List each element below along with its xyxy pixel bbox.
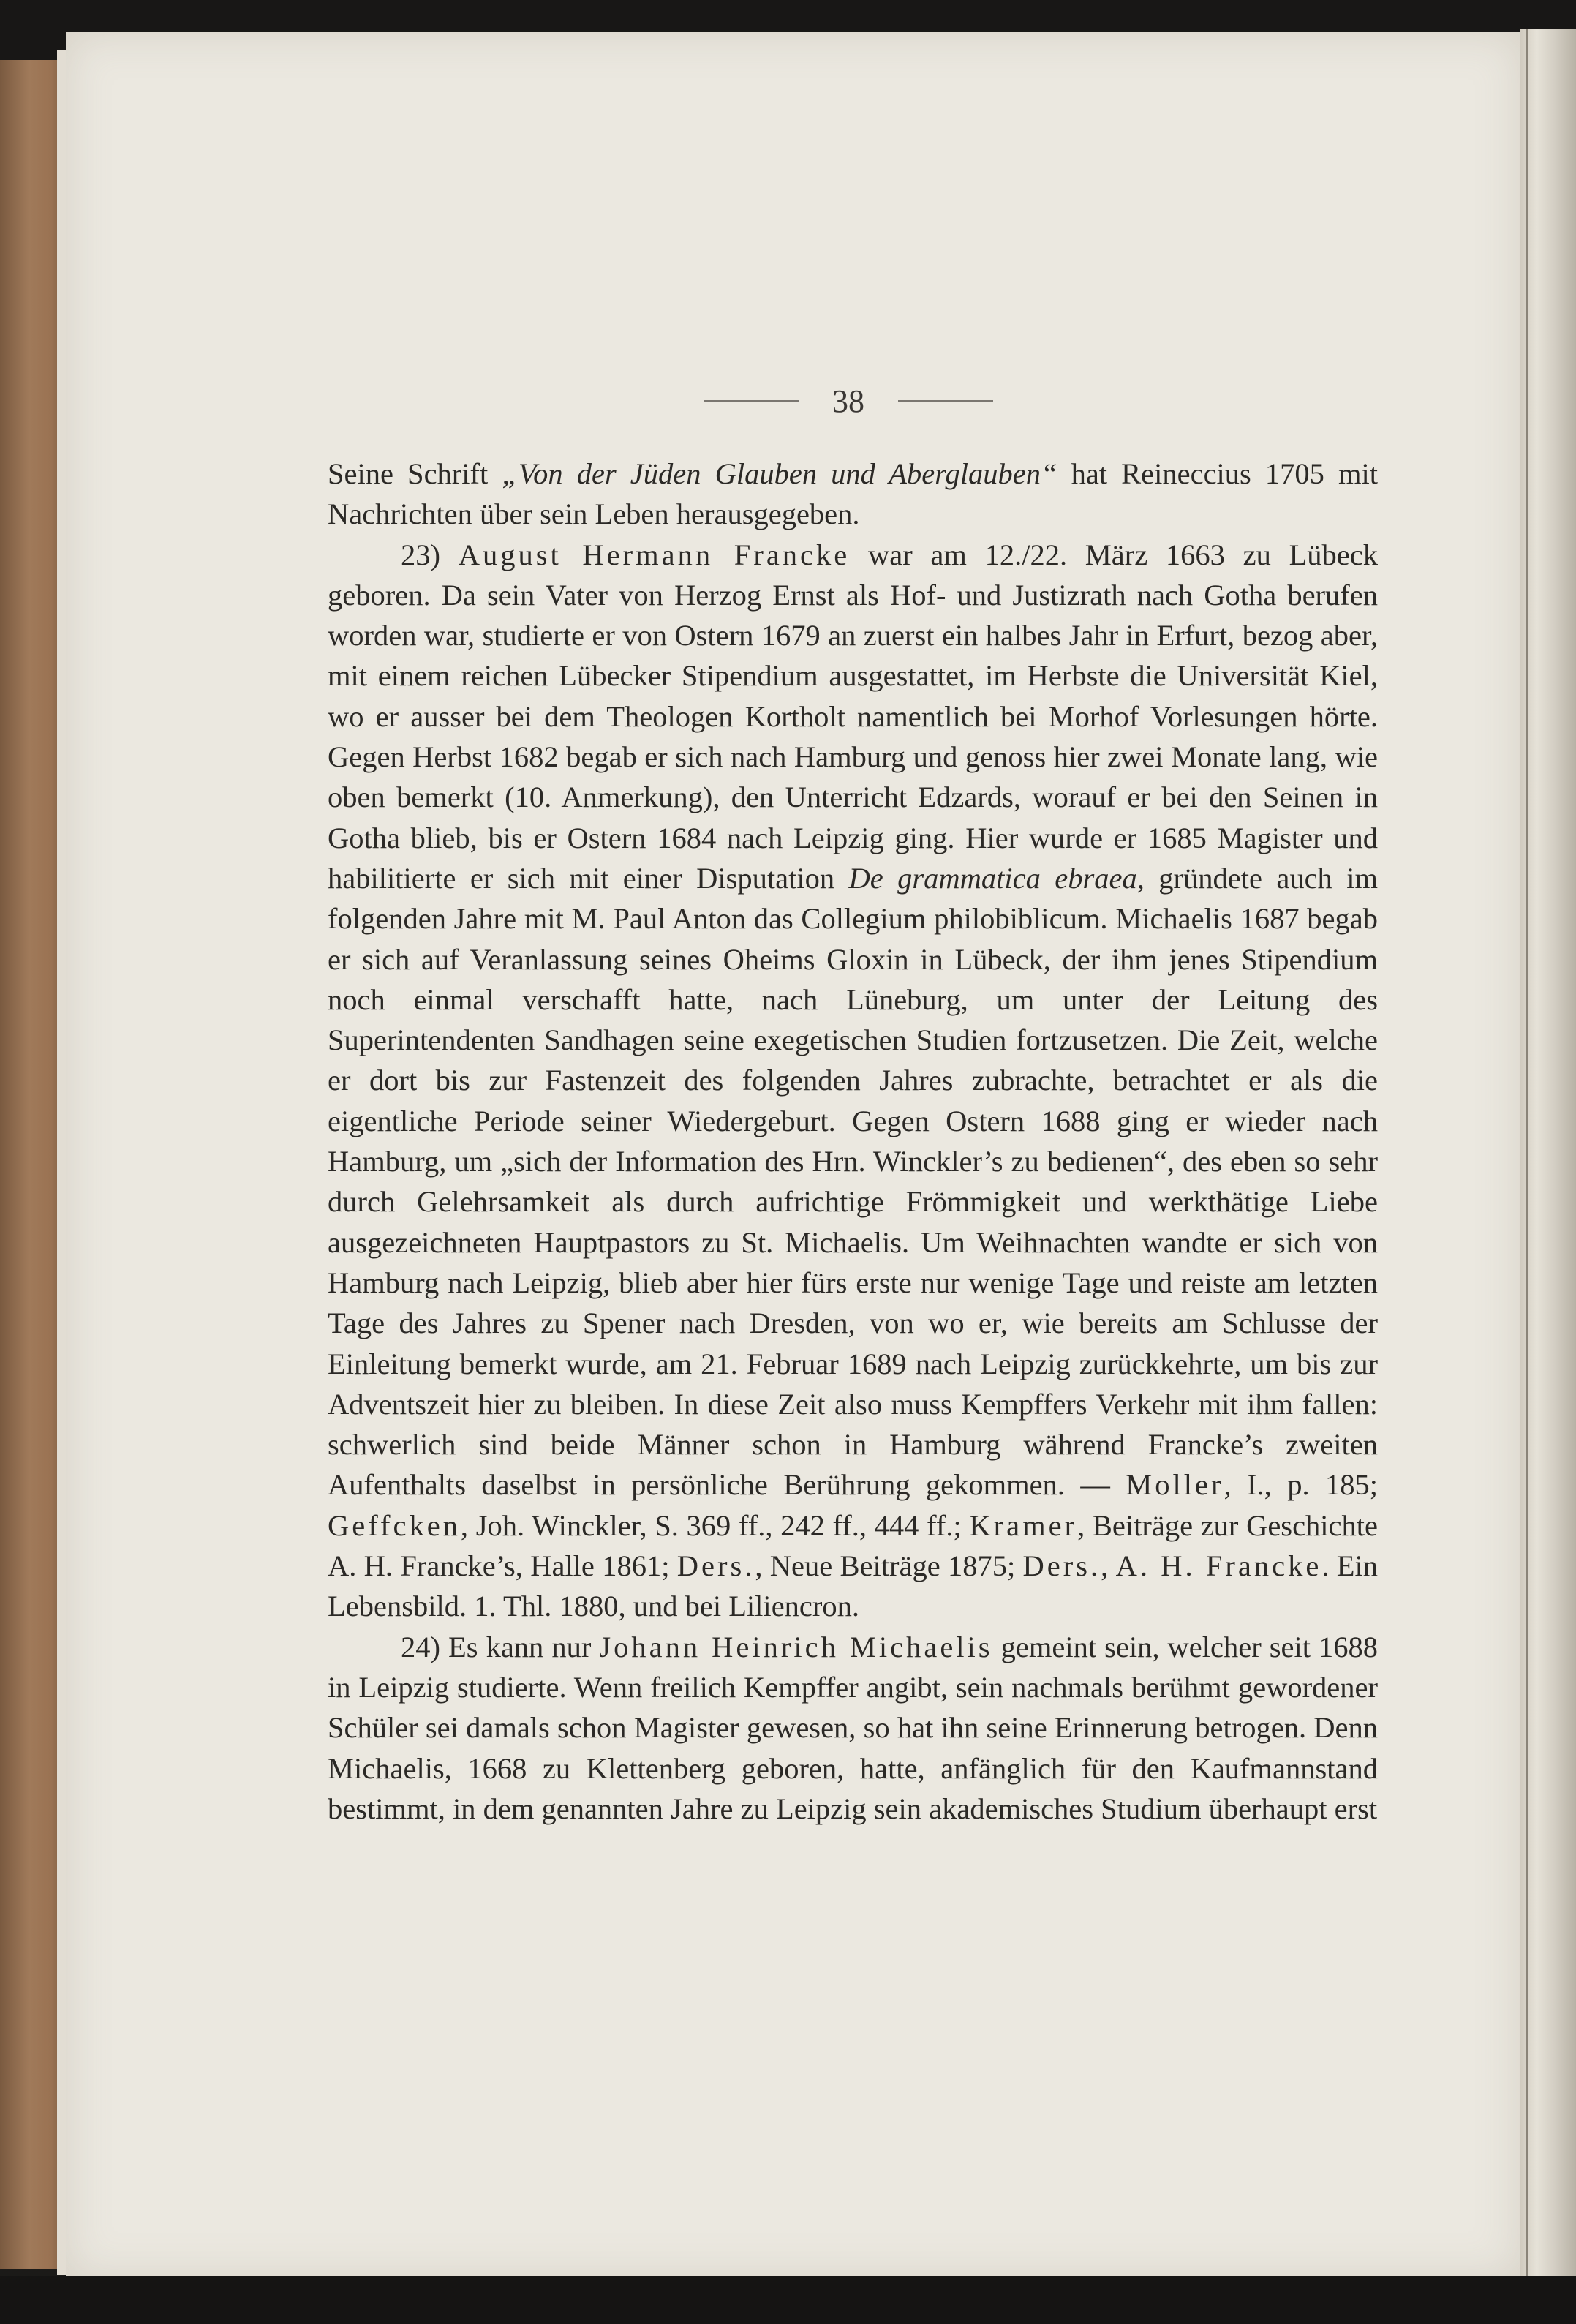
text-run: war am 12./22. März 1663 zu Lübeck geboren. Da sein Vater von Herzog Ernst als Hof- und Justizrath nach Gotha berufen worden war, studierte er von Ostern 1679 an zuerst ein halbes Jahr in Erfurt, bezog aber, mit einem reichen Lübecker Stipendium ausgestattet, im Herbste die Universität Kiel, wo er ausser bei dem Theologen Kortholt namentlich bei Morhof Vorlesungen hörte. Gegen Herbst 1682 begab er sich nach Hamburg und genoss hier zwei Monate lang, wie oben bemerkt (10. Anmerkung), den Unterricht Edzards, worauf er bei den Seinen in Gotha blieb, bis er Ostern 1684 nach Leipzig ging. Hier wurde er 1685 Magister und habilitierte er sich mit einer Disputation	[328, 538, 1379, 895]
cover-mark	[4, 279, 34, 367]
person-name: August Hermann Francke	[458, 538, 851, 571]
text-run: , Joh. Winckler, S. 369 ff., 242 ff., 444 ff.;	[460, 1508, 970, 1542]
person-name: A. H. Francke	[1115, 1549, 1322, 1583]
paragraph-23	[328, 535, 1378, 1627]
page-header	[658, 379, 1038, 423]
text-run: gemeint sein, welcher seit 1688 in Leipzig studierte. Wenn freilich Kempffer angibt, sein nachmals berühmt gewordener Schüler sei damals schon Magister gewesen, so hat ihn seine Erinnerung betrogen. Denn Michaelis, 1668 zu Klettenberg geboren, hatte, anfänglich für den Kaufmannstand bestimmt, in dem genannten Jahre zu Leipzig sein akademisches Studium überhaupt erst	[328, 1630, 1378, 1825]
header-rule-right	[898, 400, 993, 402]
paragraph-22-end	[328, 454, 1378, 535]
scan-bottom-background	[0, 2276, 1576, 2324]
author-name: Ders.	[1022, 1549, 1101, 1583]
page-edge-line	[1526, 29, 1528, 2282]
header-rule-left	[704, 400, 799, 402]
author-name: Ders.	[676, 1549, 755, 1583]
book-title: „Von der Jüden Glauben und Aberglauben“	[502, 457, 1057, 490]
text-run: , Neue Beiträge 1875;	[755, 1549, 1023, 1583]
author-name: Moller	[1126, 1468, 1224, 1502]
text-run: , I., p. 185;	[1224, 1468, 1378, 1502]
text-run: ,	[1101, 1549, 1116, 1583]
text-run: . Ein Lebensbild. 1. Thl. 1880, und bei Liliencron.	[328, 1549, 1379, 1623]
text-run: gründete auch im folgenden Jahre mit M. Paul Anton das Collegium philobiblicum. Michaelis 1687 begab er sich auf Veranlassung seines Oheims Gloxin in Lübeck, der ihm jenes Stipendium noch einmal verschafft hatte, nach Lüneburg, um unter der Leitung des Superintendenten Sandhagen seine exegetischen Studien fortzusetzen. Die Zeit, welche er dort bis zur Fastenzeit des folgenden Jahres zubrachte, betrachtet er als die eigentliche Periode seiner Wiedergeburt. Gegen Ostern 1688 ging er wieder nach Hamburg, um „sich der Information des Hrn. Winckler’s zu bedienen“, des eben so sehr durch Gelehrsamkeit als durch aufrichtige Frömmigkeit und werkthätige Liebe ausgezeichneten Hauptpastors zu St. Michaelis. Um Weihnachten wandte er sich von Hamburg nach Leipzig, blieb aber hier fürs erste nur wenige Tage und reiste am letzten Tage des Jahres zu Spener nach Dresden, von wo er, wie bereits am Schlusse der Einleitung bemerkt wurde, am 21. Februar 1689 nach Leipzig zurückkehrte, um bis zur Adventszeit hier zu bleiben. In diese Zeit also muss Kempffers Verkehr mit ihm fallen: schwerlich sind beide Männer schon in Hamburg während Francke’s zweiten Aufenthalts daselbst in persönliche Berührung gekommen. —	[328, 861, 1378, 1502]
page-stack-edge	[1520, 29, 1576, 2282]
note-number: 23)	[401, 538, 459, 571]
author-name: Kramer	[969, 1508, 1078, 1542]
disputation-title: De grammatica ebraea,	[848, 861, 1145, 895]
person-name: Johann Heinrich Michaelis	[599, 1630, 993, 1663]
author-name: Geffcken	[328, 1508, 461, 1542]
page-text	[328, 454, 1378, 1829]
paragraph-24	[328, 1627, 1378, 1829]
text-run: Seine Schrift	[328, 457, 502, 490]
text-run: hat Reineccius 1705 mit Nachrichten über sein Leben herausgegeben.	[328, 457, 1378, 531]
page-number: 38	[832, 383, 864, 419]
text-run: , Beiträge zur Geschichte A. H. Francke’s, Halle 1861;	[328, 1508, 1379, 1583]
text-run: 24) Es kann nur	[401, 1630, 600, 1663]
